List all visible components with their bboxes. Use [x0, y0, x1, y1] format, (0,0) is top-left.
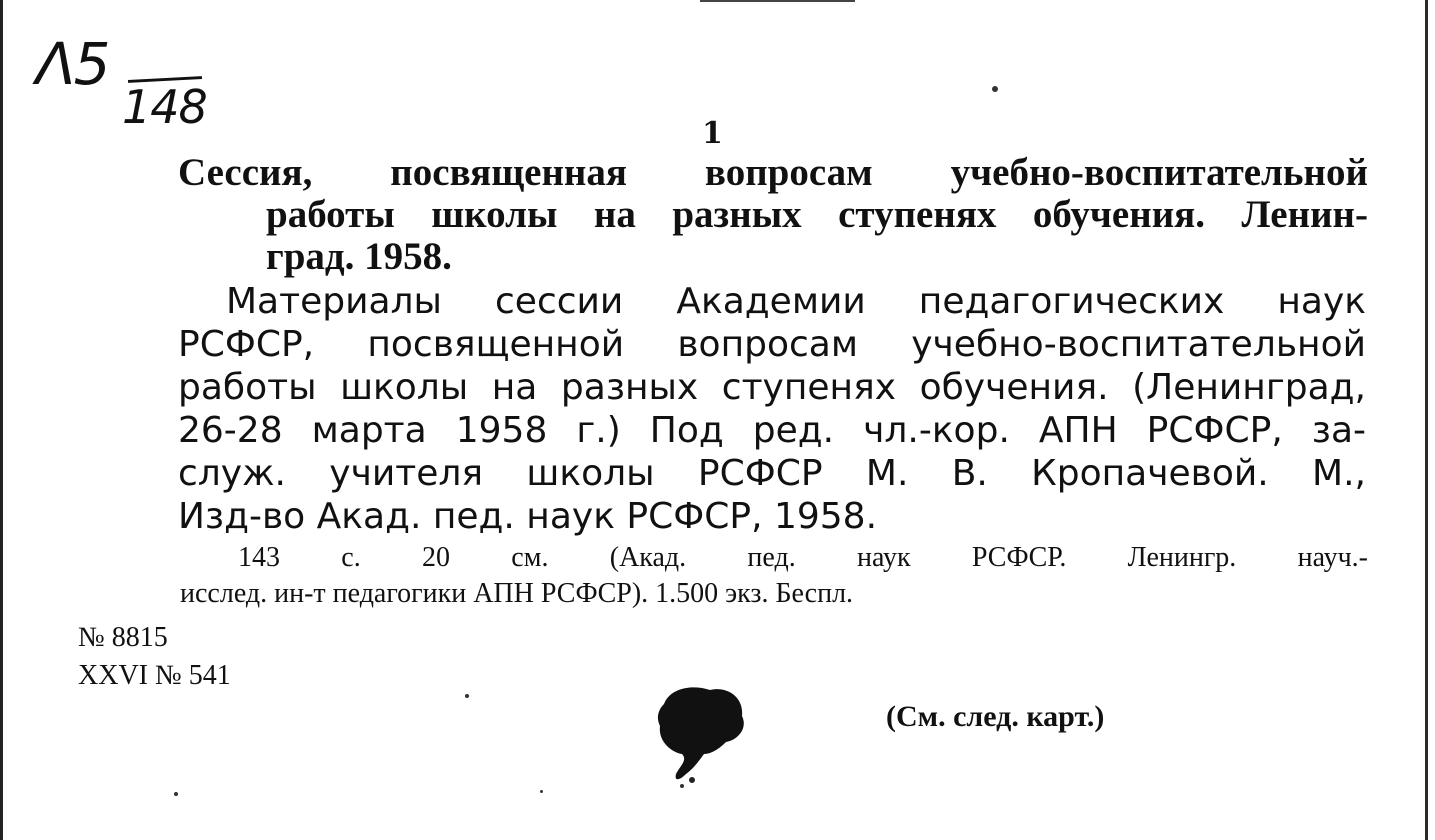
title-heading: [178, 152, 1368, 278]
heading-line-2: работы школы на разных ступенях обучения. Ленин-: [266, 193, 1368, 236]
handwritten-shelfmark-bottom: 148: [122, 80, 207, 134]
continuation-note: (См. след. карт.): [886, 700, 1105, 733]
ink-speck: [992, 86, 998, 92]
description-line-5: служ. учителя школы РСФСР М. В. Кропачевой. М.,: [178, 453, 1366, 494]
handwritten-shelfmark-top: Λ5: [36, 30, 109, 98]
ink-speck: [465, 694, 469, 698]
ink-speck: [540, 790, 543, 793]
heading-line-1: Сессия, посвященная вопросам учебно-воспитательной: [178, 151, 1368, 194]
accession-series-number: XXVI № 541: [78, 660, 231, 691]
card-top-edge: [700, 0, 855, 2]
collation-line-2: исслед. ин-т педагогики АПН РСФСР). 1.500 экз. Беспл.: [180, 578, 854, 609]
heading-line-3: град. 1958.: [266, 235, 452, 278]
card-left-edge: [0, 0, 3, 840]
collation-note: [180, 540, 1368, 612]
collation-line-1: 143 с. 20 см. (Акад. пед. наук РСФСР. Ленингр. науч.-: [238, 542, 1368, 573]
description-line-6: Изд-во Акад. пед. наук РСФСР, 1958.: [178, 496, 878, 537]
description-line-4: 26-28 марта 1958 г.) Под ред. чл.-кор. АПН РСФСР, за-: [178, 410, 1366, 451]
ink-speck: [174, 792, 178, 796]
ink-blot-stain: [652, 682, 752, 792]
description-line-3: работы школы на разных ступенях обучения. (Ленинград,: [178, 367, 1366, 408]
card-right-edge: [1425, 0, 1428, 840]
description-line-2: РСФСР, посвященной вопросам учебно-воспитательной: [178, 324, 1366, 365]
description-line-1: Материалы сессии Академии педагогических наук: [226, 281, 1366, 322]
bibliographic-description: [178, 280, 1366, 538]
card-sequence-number: 1: [702, 116, 723, 151]
accession-number: № 8815: [78, 622, 168, 653]
